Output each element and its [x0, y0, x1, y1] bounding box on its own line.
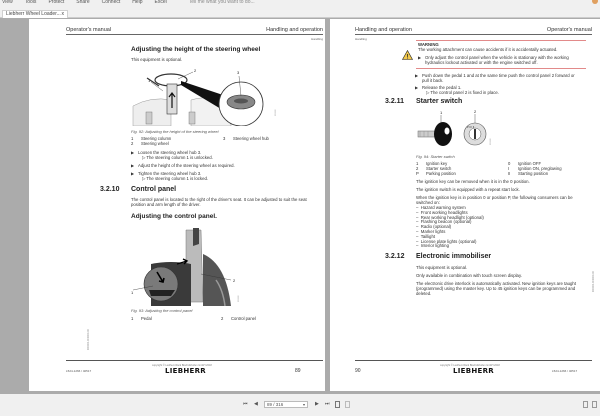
section-number: 3.2.10: [100, 186, 120, 193]
svg-text:000000: 000000: [275, 109, 277, 116]
warning-step: ▶ Only adjust the control panel when the vehicle is stationary with the working hydraulics lockout activated or with the engine switched off.: [418, 55, 569, 66]
warning-title: WARNING: [418, 42, 439, 47]
menu-excel[interactable]: Excel: [154, 0, 167, 5]
callout-1: 1: [148, 78, 151, 83]
menu-protect[interactable]: Protect: [48, 0, 65, 5]
section-title: Electronic immobiliser: [416, 253, 492, 260]
document-tab[interactable]: [2, 10, 68, 18]
figure-legend: 1 Steering column 3 Steering wheel hub 2 Steering wheel: [131, 136, 269, 146]
header-right: Operator's manual: [546, 27, 592, 33]
page-header: [355, 27, 592, 35]
section-title: Starter switch: [416, 98, 463, 105]
svg-text:P 0 I II: P 0 I II: [467, 126, 475, 129]
paragraph: This equipment is optional.: [416, 265, 468, 270]
warning-text: The working attachment can cause accidents if it is accidentally actuated.: [418, 47, 558, 52]
menu-view[interactable]: View: [2, 0, 13, 5]
page-view-icon[interactable]: [335, 401, 340, 408]
menu-connect[interactable]: Connect: [101, 0, 121, 5]
subsection-title: Adjusting the control panel.: [131, 213, 217, 220]
page-89: [29, 19, 325, 391]
consumer-list: – Hazard warning system – Front working headlights – Rear working headlight (optional) – Flashing beacon (optional) – Radio (optional) – Marker lights – Taillight – License plate lights (optional) – Interior lighting: [416, 205, 484, 249]
page-dropdown-icon[interactable]: ▾: [302, 402, 305, 407]
menu-tools[interactable]: Tools: [24, 0, 37, 5]
menu-bar: [0, 0, 600, 9]
step-item: ▶ Loosen the steering wheel hub 3. ▷ The steering column 1 is unlocked.: [131, 150, 213, 161]
section-title: Control panel: [131, 186, 177, 193]
menu-help[interactable]: Help: [132, 0, 143, 5]
tab-close-icon[interactable]: x: [61, 11, 64, 17]
paragraph: Only available in combination with touch screen display.: [416, 273, 522, 278]
step-item: ▶ Adjust the height of the steering wheel as required.: [131, 163, 235, 168]
side-code: 000000-000000-00: [592, 271, 595, 293]
figure-caption: Fig. 93: Adjusting the control panel: [131, 308, 193, 313]
header-left: Handling and operation: [355, 27, 412, 33]
svg-text:1: 1: [440, 110, 443, 115]
paragraph: The electronic drive interlock is automatically activated. New ignition keys are taught (programmed) using the master key. Up to 45 ignition keys can be programmed and deleted.: [416, 281, 577, 297]
page-90: [330, 19, 600, 391]
next-page-icon[interactable]: ▶: [315, 401, 319, 407]
paragraph: When the ignition key is in position 0 or position P, the following consumers can be switched on:: [416, 195, 573, 206]
figure-caption: Fig. 92: Adjusting the height of the steering wheel: [131, 129, 219, 134]
sub-header: Handling: [311, 37, 323, 41]
steering-wheel-figure: [131, 66, 281, 126]
tab-title: Liebherr Wheel Loader...: [6, 11, 61, 17]
section-intro: This equipment is optional.: [131, 57, 183, 62]
section-number: 3.2.12: [385, 253, 405, 260]
svg-text:000000: 000000: [238, 295, 240, 302]
section-title: Adjusting the height of the steering wheel: [131, 46, 261, 53]
warning-icon: [402, 47, 413, 65]
callout-2: 2: [194, 68, 197, 73]
section-number: 3.2.11: [385, 98, 405, 105]
single-page-mode-icon[interactable]: [583, 401, 588, 408]
footer-rule: [355, 360, 592, 361]
paragraph: The ignition switch is equipped with a repeat start lock.: [416, 187, 520, 192]
step-item: ▶ Push down the pedal 1 and at the same time push the control panel 2 forward or pull it back.: [415, 73, 575, 84]
page-number: 89: [295, 368, 301, 374]
footer-rule: [66, 360, 323, 361]
footer-code: L524-1266 / 40517: [552, 369, 578, 373]
starter-switch-figure: [416, 109, 506, 152]
liebherr-logo: LIEBHERR: [165, 367, 207, 375]
user-avatar-icon[interactable]: [592, 0, 598, 4]
svg-text:1: 1: [131, 290, 134, 295]
paragraph: The ignition key can be removed when it is in the 0 position.: [416, 179, 530, 184]
header-left: Operator's manual: [66, 27, 112, 33]
figure-legend: 1 Pedal 2 Control panel: [131, 316, 256, 321]
svg-text:000000: 000000: [490, 138, 492, 145]
two-page-view-icon[interactable]: [345, 401, 350, 408]
scroll-mode-icon[interactable]: [592, 401, 597, 408]
liebherr-logo: LIEBHERR: [453, 367, 495, 375]
tab-bar: [0, 9, 600, 18]
control-panel-photo: [131, 224, 241, 306]
last-page-icon[interactable]: ⏭: [325, 401, 330, 407]
header-right: Handling and operation: [266, 27, 323, 33]
callout-3: 3: [237, 70, 240, 75]
tell-me-search[interactable]: Tell me what you want to do...: [188, 0, 255, 5]
footer-copyright: copyright © Liebherr-Werk Bischofshofen GmbH 2018: [152, 364, 212, 367]
page-header: [66, 27, 323, 35]
footer-code: L524-1266 / 40517: [66, 369, 92, 373]
svg-text:!: !: [406, 54, 409, 60]
side-code: 000000-000000-00: [87, 329, 90, 351]
section-text: The control panel is located to the right of the driver's seat. It can be adjusted to suit the seat position and arm length of the driver.: [131, 197, 307, 208]
figure-legend: 1 Ignition key 0 Ignition OFF 2 Starter switch I Ignition ON, preglowing P Parking position II Starting position: [416, 161, 562, 176]
menu-share[interactable]: Share: [76, 0, 90, 5]
footer-copyright: copyright © Liebherr-Werk Bischofshofen GmbH 2018: [440, 364, 500, 367]
sub-header: Handling: [355, 37, 367, 41]
step-item: ▶ Tighten the steering wheel hub 3. ▷ The steering column 1 is locked.: [131, 171, 209, 182]
prev-page-icon[interactable]: ◀: [254, 401, 258, 407]
first-page-icon[interactable]: ⏮: [243, 401, 248, 407]
navigation-bar: [0, 394, 600, 416]
step-item: ▶ Release the pedal 1. ▷ The control panel 2 is fixed in place.: [415, 85, 499, 96]
svg-text:2: 2: [474, 109, 477, 114]
svg-text:2: 2: [233, 278, 236, 283]
figure-caption: Fig. 94: Starter switch: [416, 154, 455, 159]
page-number: 90: [355, 368, 361, 374]
page-number-input[interactable]: 89 / 316 ▾: [264, 401, 308, 408]
document-viewer[interactable]: [0, 18, 600, 394]
